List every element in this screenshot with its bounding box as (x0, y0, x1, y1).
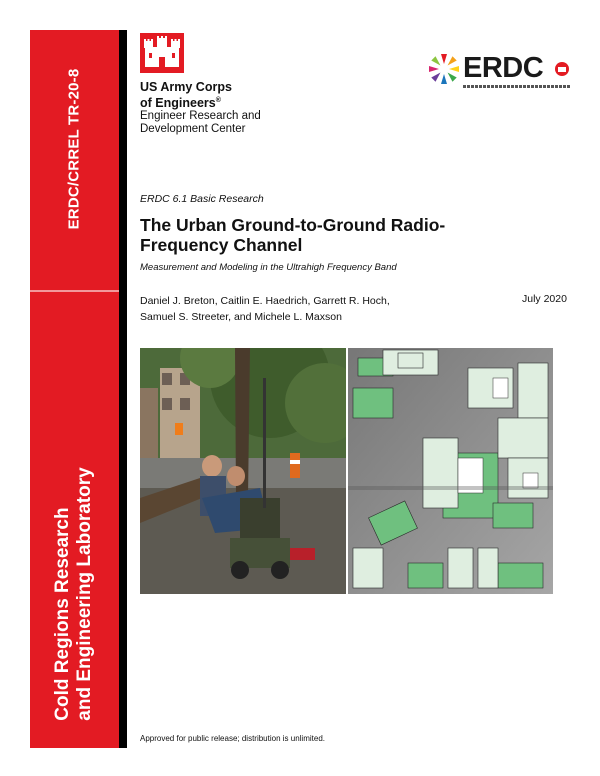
usace-castle-logo (140, 33, 184, 73)
lab-name-line1: Cold Regions Research (52, 507, 73, 721)
title-line1: The Urban Ground-to-Ground Radio- (140, 215, 446, 235)
agency-line2-wrap (140, 94, 261, 110)
agency-line4: Development Center (140, 123, 246, 136)
report-title (140, 215, 580, 255)
report-number: ERDC/CRREL TR-20-8 (65, 68, 83, 230)
title-line2: Frequency Channel (140, 235, 303, 255)
side-black-band (119, 30, 127, 748)
erdc-logo (427, 52, 575, 92)
report-subtitle: Measurement and Modeling in the Ultrahigh Frequency Band (140, 262, 397, 273)
report-series: ERDC 6.1 Basic Research (140, 193, 264, 205)
erdc-wordmark: ERDC (463, 52, 544, 84)
agency-name (140, 80, 261, 136)
authors-line2: Samuel S. Streeter, and Michele L. Maxson (140, 311, 342, 323)
laboratory-name (52, 467, 96, 720)
agency-line2: of Engineers (140, 96, 216, 111)
erdc-emblem-icon (427, 52, 461, 86)
registered-mark: ® (215, 97, 221, 104)
lab-name-line2: and Engineering Laboratory (74, 467, 95, 721)
field-measurement-photo (140, 348, 346, 594)
erdc-castle-badge-icon (555, 62, 569, 76)
band-divider (30, 290, 119, 292)
publication-date: July 2020 (522, 293, 567, 305)
urban-coverage-map (348, 348, 553, 594)
erdc-tagline-rule (463, 85, 571, 88)
authors-line1: Daniel J. Breton, Caitlin E. Haedrich, Garrett R. Hoch, (140, 295, 390, 307)
agency-line3: Engineer Research and (140, 110, 261, 123)
distribution-statement: Approved for public release; distribution is unlimited. (140, 734, 325, 743)
author-list (140, 293, 470, 325)
agency-line1: US Army Corps (140, 80, 232, 94)
